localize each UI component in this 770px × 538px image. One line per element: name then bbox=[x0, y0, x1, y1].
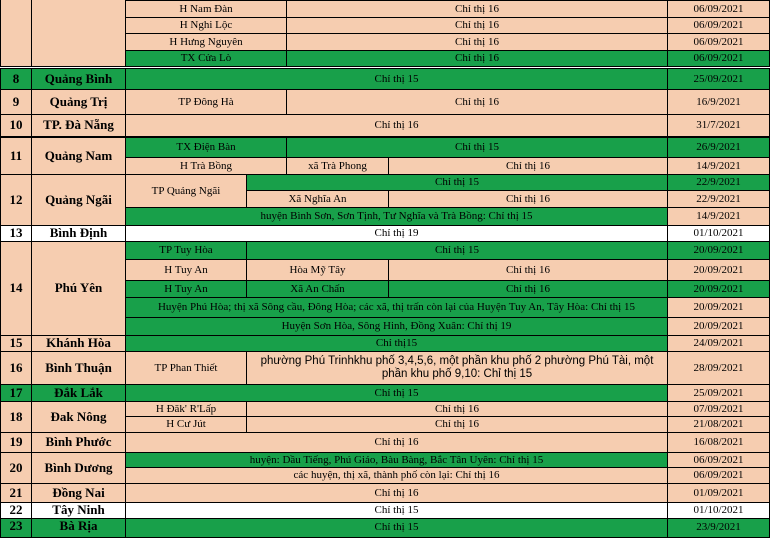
date-cell: 28/09/2021 bbox=[667, 351, 770, 385]
directive-cell: Chỉ thị 15 bbox=[125, 502, 668, 519]
province-name: Quảng Nam bbox=[31, 137, 126, 175]
row-number: 15 bbox=[0, 335, 32, 352]
directive-cell: Chỉ thị 16 bbox=[125, 432, 668, 453]
date-cell: 25/09/2021 bbox=[667, 68, 770, 90]
province-name: Khánh Hòa bbox=[31, 335, 126, 352]
date-cell: 01/09/2021 bbox=[667, 483, 770, 503]
district-cell: TP Phan Thiết bbox=[125, 351, 247, 385]
district-cell: H Tuy An bbox=[125, 280, 247, 298]
province-name: Bình Định bbox=[31, 225, 126, 242]
date-cell: 21/08/2021 bbox=[667, 416, 770, 433]
date-cell: 06/09/2021 bbox=[667, 50, 770, 67]
row-number: 19 bbox=[0, 432, 32, 453]
date-cell: 20/09/2021 bbox=[667, 280, 770, 298]
district-cell: H Tuy An bbox=[125, 259, 247, 281]
directive-cell: Huyện Sơn Hòa, Sông Hinh, Đồng Xuân: Chỉ thị 19 bbox=[125, 317, 668, 336]
directive-cell: Chỉ thị 16 bbox=[125, 483, 668, 503]
directive-cell: Chỉ thị 16 bbox=[286, 17, 668, 34]
row-number: 14 bbox=[0, 241, 32, 336]
district-cell: H Cư Jút bbox=[125, 416, 247, 433]
directive-cell: Chỉ thị 15 bbox=[246, 241, 668, 260]
date-cell: 24/09/2021 bbox=[667, 335, 770, 352]
district-cell: H Đăk' R'Lấp bbox=[125, 401, 247, 417]
directive-cell: Chỉ thị 16 bbox=[388, 190, 668, 208]
row-number: 21 bbox=[0, 483, 32, 503]
row-number: 10 bbox=[0, 114, 32, 137]
directive-cell: Chỉ thị 15 bbox=[125, 384, 668, 402]
date-cell: 07/09/2021 bbox=[667, 401, 770, 417]
directive-cell: Chỉ thị 16 bbox=[388, 259, 668, 281]
province-name: Phú Yên bbox=[31, 241, 126, 336]
date-cell: 22/9/2021 bbox=[667, 190, 770, 208]
province-name: TP. Đà Nẵng bbox=[31, 114, 126, 137]
date-cell: 16/08/2021 bbox=[667, 432, 770, 453]
province-name: Tây Ninh bbox=[31, 502, 126, 519]
province-name: Đồng Nai bbox=[31, 483, 126, 503]
directive-cell: huyện Bình Sơn, Sơn Tịnh, Tư Nghĩa và Trà Bồng: Chỉ thị 15 bbox=[125, 207, 668, 226]
date-cell: 06/09/2021 bbox=[667, 467, 770, 484]
directive-cell: Chỉ thị 16 bbox=[286, 50, 668, 67]
row-number: 20 bbox=[0, 452, 32, 484]
district-cell: TP Quảng Ngãi bbox=[125, 174, 247, 208]
date-cell: 01/10/2021 bbox=[667, 502, 770, 519]
row-number: 13 bbox=[0, 225, 32, 242]
date-cell: 22/9/2021 bbox=[667, 174, 770, 191]
row-number: 23 bbox=[0, 518, 32, 538]
row-number: 12 bbox=[0, 174, 32, 226]
directive-cell: Chỉ thị 16 bbox=[246, 416, 668, 433]
district-cell: H Hưng Nguyên bbox=[125, 33, 287, 51]
province-name: Quảng Bình bbox=[31, 68, 126, 90]
date-cell: 31/7/2021 bbox=[667, 114, 770, 137]
directive-cell: Chỉ thị 19 bbox=[125, 225, 668, 242]
directive-cell: Chỉ thị 15 bbox=[125, 68, 668, 90]
date-cell: 25/09/2021 bbox=[667, 384, 770, 402]
province-name: Bình Thuận bbox=[31, 351, 126, 385]
date-cell: 20/09/2021 bbox=[667, 241, 770, 260]
directive-cell: phường Phú Trinhkhu phố 3,4,5,6, một phần khu phố 2 phường Phú Tài, một phần khu phố 9,10: Chỉ thị 15 bbox=[246, 351, 668, 385]
date-cell: 20/09/2021 bbox=[667, 259, 770, 281]
date-cell: 14/9/2021 bbox=[667, 207, 770, 226]
commune-cell: Hòa Mỹ Tây bbox=[246, 259, 389, 281]
district-cell: TX Điện Bàn bbox=[125, 137, 287, 158]
province-name: Bà Rịa bbox=[31, 518, 126, 538]
directive-cell: Chỉ thị 16 bbox=[286, 0, 668, 18]
directive-cell: Chỉ thị 16 bbox=[246, 401, 668, 417]
date-cell: 06/09/2021 bbox=[667, 452, 770, 468]
province-name: Quảng Ngãi bbox=[31, 174, 126, 226]
date-cell: 06/09/2021 bbox=[667, 0, 770, 18]
province-name: Bình Phước bbox=[31, 432, 126, 453]
commune-cell: Xã An Chấn bbox=[246, 280, 389, 298]
province-name: Bình Dương bbox=[31, 452, 126, 484]
district-cell: H Nam Đàn bbox=[125, 0, 287, 18]
date-cell: 06/09/2021 bbox=[667, 17, 770, 34]
date-cell: 23/9/2021 bbox=[667, 518, 770, 538]
directive-cell: Huyện Phú Hòa; thị xã Sông cầu, Đông Hòa; các xã, thị trấn còn lại của Huyện Tuy An, Tây Hòa: Chỉ thị 15 bbox=[125, 297, 668, 318]
date-cell: 01/10/2021 bbox=[667, 225, 770, 242]
row-number-cell bbox=[0, 0, 32, 67]
district-cell: H Nghi Lộc bbox=[125, 17, 287, 34]
directive-cell: Chỉ thị 16 bbox=[388, 280, 668, 298]
row-number: 11 bbox=[0, 137, 32, 175]
commune-cell: xã Trà Phong bbox=[286, 157, 389, 175]
date-cell: 20/09/2021 bbox=[667, 317, 770, 336]
province-cell bbox=[31, 0, 126, 67]
directive-cell: các huyện, thị xã, thành phố còn lại: Chỉ thị 16 bbox=[125, 467, 668, 484]
date-cell: 06/09/2021 bbox=[667, 33, 770, 51]
commune-cell: Xã Nghĩa An bbox=[246, 190, 389, 208]
directive-cell: Chỉ thị 16 bbox=[125, 114, 668, 137]
district-cell: TP Đông Hà bbox=[125, 89, 287, 115]
district-cell: TX Cửa Lò bbox=[125, 50, 287, 67]
row-number: 9 bbox=[0, 89, 32, 115]
province-name: Đắk Lắk bbox=[31, 384, 126, 402]
directive-cell: Chỉ thị 16 bbox=[286, 33, 668, 51]
district-cell: TP Tuy Hòa bbox=[125, 241, 247, 260]
directive-cell: Chỉ thị 15 bbox=[125, 518, 668, 538]
directive-cell: Chỉ thị 15 bbox=[246, 174, 668, 191]
district-cell: H Trà Bồng bbox=[125, 157, 287, 175]
directive-cell: Chỉ thị 15 bbox=[286, 137, 668, 158]
province-name: Đak Nông bbox=[31, 401, 126, 433]
province-name: Quảng Trị bbox=[31, 89, 126, 115]
date-cell: 16/9/2021 bbox=[667, 89, 770, 115]
row-number: 16 bbox=[0, 351, 32, 385]
row-number: 22 bbox=[0, 502, 32, 519]
directive-cell: Chỉ thị15 bbox=[125, 335, 668, 352]
directive-cell: huyện: Dầu Tiếng, Phú Giáo, Bàu Bàng, Bắc Tân Uyên: Chỉ thị 15 bbox=[125, 452, 668, 468]
date-cell: 26/9/2021 bbox=[667, 137, 770, 158]
directive-cell: Chỉ thị 16 bbox=[286, 89, 668, 115]
date-cell: 20/09/2021 bbox=[667, 297, 770, 318]
row-number: 18 bbox=[0, 401, 32, 433]
row-number: 17 bbox=[0, 384, 32, 402]
row-number: 8 bbox=[0, 68, 32, 90]
date-cell: 14/9/2021 bbox=[667, 157, 770, 175]
directive-cell: Chỉ thị 16 bbox=[388, 157, 668, 175]
